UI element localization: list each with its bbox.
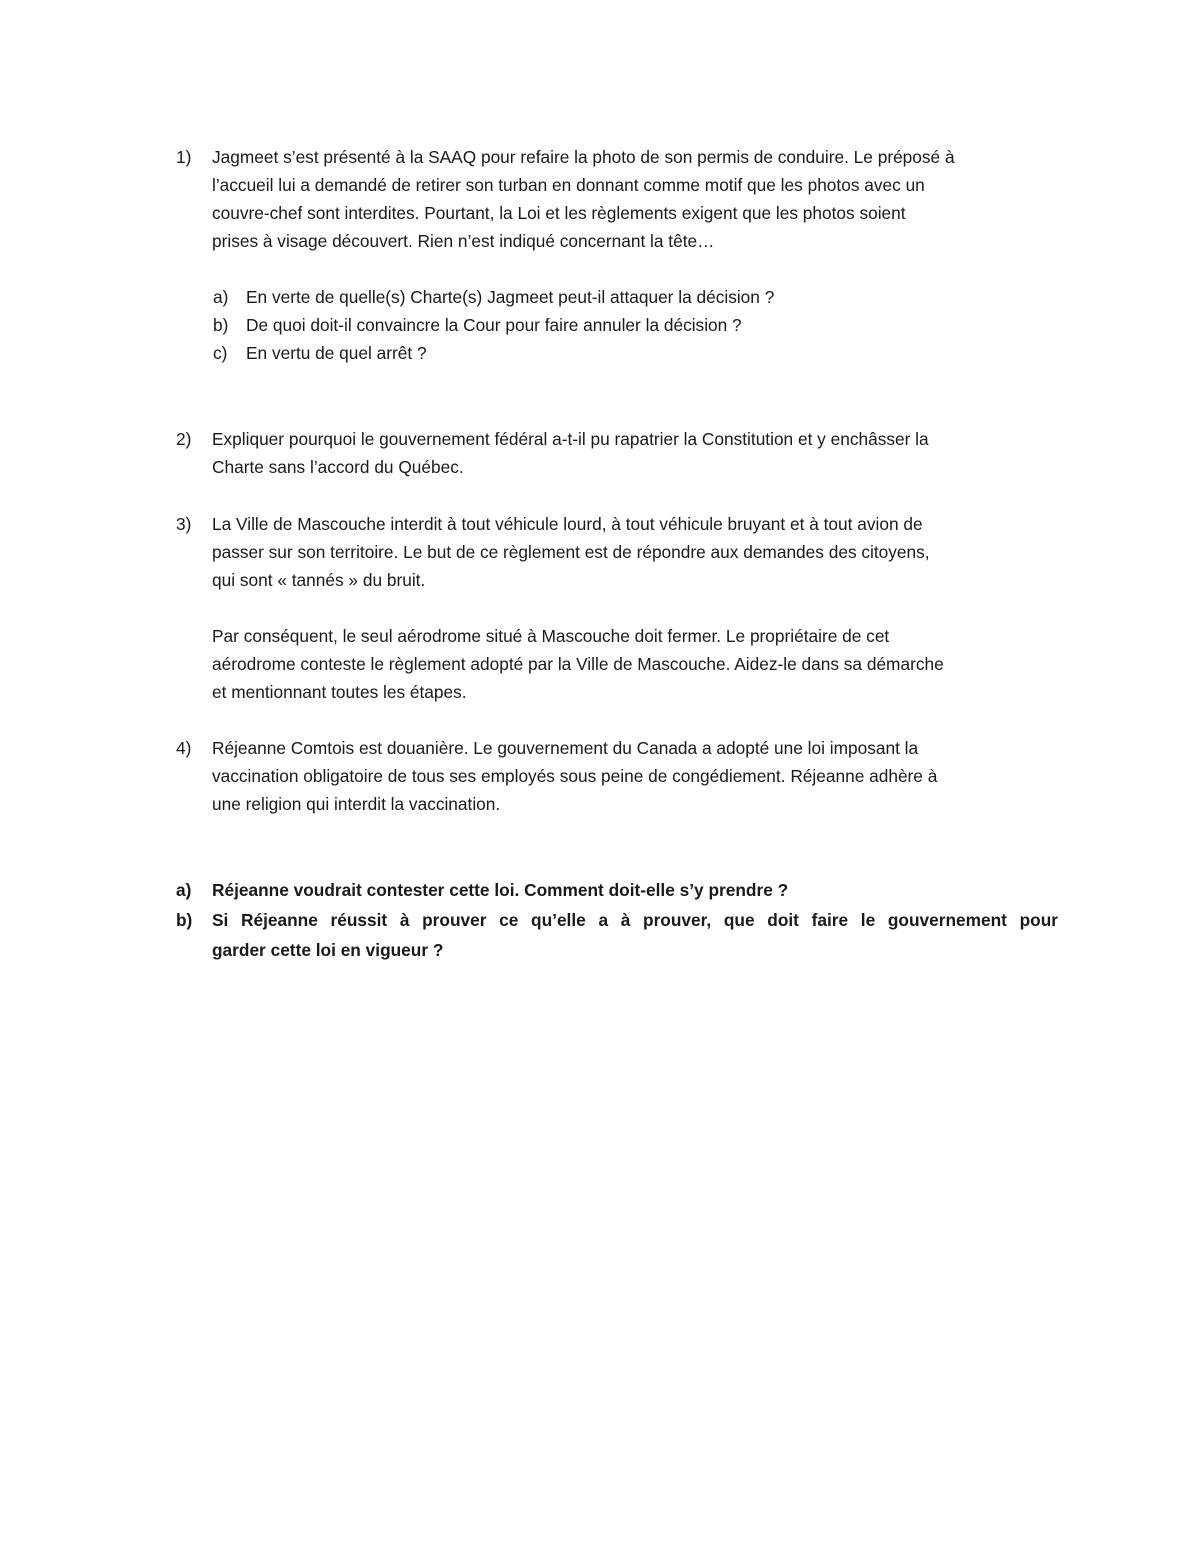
question-line: Expliquer pourquoi le gouvernement fédéral a-t-il pu rapatrier la Constitution et y enchâsser la bbox=[212, 429, 929, 449]
sub-question-label: a) bbox=[213, 287, 229, 307]
sub-question-text: En verte de quelle(s) Charte(s) Jagmeet peut-il attaquer la décision ? bbox=[246, 287, 775, 307]
question-number: 3) bbox=[176, 514, 192, 534]
question-text bbox=[212, 510, 1064, 594]
question-line: aérodrome conteste le règlement adopté par la Ville de Mascouche. Aidez-le dans sa démarche bbox=[212, 654, 944, 674]
question-number: 2) bbox=[176, 429, 192, 449]
sub-question-label: b) bbox=[213, 315, 229, 335]
question-line: Réjeanne Comtois est douanière. Le gouvernement du Canada a adopté une loi imposant la bbox=[212, 738, 919, 758]
question-text bbox=[212, 622, 1064, 706]
question-line: une religion qui interdit la vaccination. bbox=[212, 794, 501, 814]
sub-question-label: c) bbox=[213, 343, 228, 363]
question-line: qui sont « tannés » du bruit. bbox=[212, 570, 426, 590]
question-line: et mentionnant toutes les étapes. bbox=[212, 682, 467, 702]
sub-question-line: Réjeanne voudrait contester cette loi. Comment doit-elle s’y prendre ? bbox=[212, 880, 789, 900]
question-line: passer sur son territoire. Le but de ce règlement est de répondre aux demandes des citoyens, bbox=[212, 542, 930, 562]
sub-question-text: En vertu de quel arrêt ? bbox=[246, 343, 427, 363]
question-text bbox=[212, 143, 1064, 255]
question-line: Charte sans l’accord du Québec. bbox=[212, 457, 464, 477]
question-line: l’accueil lui a demandé de retirer son turban en donnant comme motif que les photos avec un bbox=[212, 175, 925, 195]
sub-question-label: a) bbox=[176, 880, 192, 900]
sub-question-text: De quoi doit-il convaincre la Cour pour faire annuler la décision ? bbox=[246, 315, 742, 335]
question-text bbox=[212, 425, 1064, 481]
sub-question-line: garder cette loi en vigueur ? bbox=[212, 940, 444, 960]
question-line: Jagmeet s’est présenté à la SAAQ pour refaire la photo de son permis de conduire. Le préposé à bbox=[212, 147, 955, 167]
question-line: La Ville de Mascouche interdit à tout véhicule lourd, à tout véhicule bruyant et à tout avion de bbox=[212, 514, 923, 534]
question-line: vaccination obligatoire de tous ses employés sous peine de congédiement. Réjeanne adhère à bbox=[212, 766, 938, 786]
question-number: 4) bbox=[176, 738, 192, 758]
sub-question-text bbox=[212, 876, 1064, 904]
sub-question-line: Si Réjeanne réussit à prouver ce qu’elle a à prouver, que doit faire le gouvernement pour bbox=[212, 910, 1058, 930]
question-number: 1) bbox=[176, 147, 192, 167]
sub-question-text bbox=[212, 906, 1058, 964]
question-line: Par conséquent, le seul aérodrome situé à Mascouche doit fermer. Le propriétaire de cet bbox=[212, 626, 890, 646]
question-line: couvre-chef sont interdites. Pourtant, la Loi et les règlements exigent que les photos soient bbox=[212, 203, 906, 223]
question-text bbox=[212, 734, 1064, 818]
question-line: prises à visage découvert. Rien n’est indiqué concernant la tête… bbox=[212, 231, 715, 251]
sub-question-label: b) bbox=[176, 910, 193, 930]
